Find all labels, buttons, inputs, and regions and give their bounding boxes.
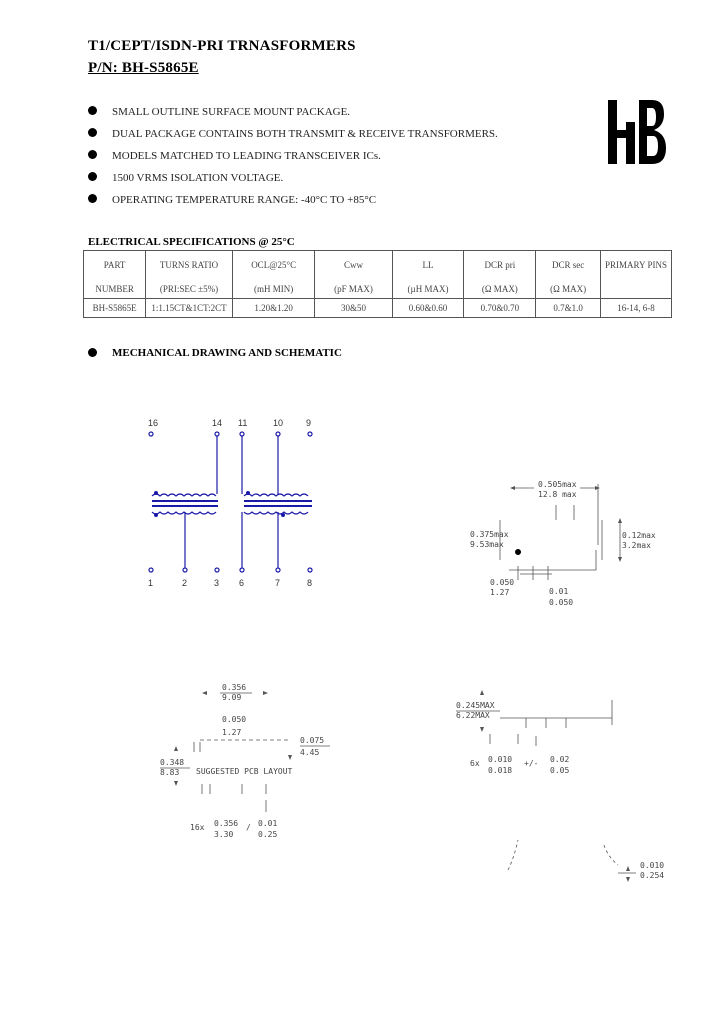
spec-header-cell: (Ω MAX) [536, 280, 601, 299]
dim-label: 0.010 [640, 861, 665, 870]
feature-item: DUAL PACKAGE CONTAINS BOTH TRANSMIT & RECEIVE TRANSFORMERS. [112, 128, 498, 140]
spec-cell: 0.7&1.0 [536, 299, 601, 318]
dim-label: 0.01 [258, 819, 278, 828]
svg-text:/: / [246, 823, 251, 832]
dim-label: 0.01 [549, 587, 569, 596]
page-title: T1/CEPT/ISDN-PRI TRNASFORMERS [88, 38, 356, 54]
spec-header-cell: PART [84, 251, 146, 281]
dim-label: 0.348 [160, 758, 185, 767]
spec-header-cell: OCL@25°C [232, 251, 315, 281]
dim-label: 6x [470, 759, 480, 768]
dim-label: 0.050 [549, 598, 574, 607]
spec-header-cell: (µH MAX) [392, 280, 464, 299]
dim-label: 3.30 [214, 830, 234, 839]
spec-cell: 16-14, 6-8 [601, 299, 672, 318]
pin-label: 16 [148, 418, 159, 428]
spec-header-cell: TURNS RATIO [146, 251, 233, 281]
dim-label: 9.53max [470, 540, 504, 549]
pin-label: 7 [275, 578, 281, 588]
pin-label: 10 [273, 418, 284, 428]
part-number: P/N: BH-S5865E [88, 60, 199, 76]
pin-label: 9 [306, 418, 312, 428]
spec-header-cell: (Ω MAX) [464, 280, 536, 299]
dim-label: 16x [190, 823, 205, 832]
spec-cell: 0.70&0.70 [464, 299, 536, 318]
spec-header-cell: (mH MIN) [232, 280, 315, 299]
pin-label: 8 [307, 578, 313, 588]
dim-label: 0.075 [300, 736, 325, 745]
specs-title: ELECTRICAL SPECIFICATIONS @ 25°C [88, 236, 295, 248]
feature-item: OPERATING TEMPERATURE RANGE: -40°C TO +85°C [112, 194, 377, 206]
dim-label: 1.27 [222, 728, 242, 737]
spec-header-cell: Cww [315, 251, 392, 281]
spec-header-cell: (pF MAX) [315, 280, 392, 299]
mechanical-title: MECHANICAL DRAWING AND SCHEMATIC [112, 347, 342, 359]
dim-label: 0.010 [488, 755, 513, 764]
dim-label: 0.05 [550, 766, 570, 775]
dim-label: 0.02 [550, 755, 570, 764]
spec-cell: 1.20&1.20 [232, 299, 315, 318]
spec-header-cell: PRIMARY PINS [601, 251, 672, 281]
dim-label: 9.09 [222, 693, 242, 702]
spec-cell: 0.60&0.60 [392, 299, 464, 318]
spec-header-cell: DCR sec [536, 251, 601, 281]
dim-label: 0.356 [214, 819, 239, 828]
dim-label: 0.018 [488, 766, 513, 775]
spec-header-cell: DCR pri [464, 251, 536, 281]
pin-label: 14 [212, 418, 223, 428]
package-drawing [470, 480, 656, 607]
spec-cell: BH-S5865E [84, 299, 146, 318]
pcb-layout [160, 683, 330, 839]
dim-label: 0.254 [640, 871, 665, 880]
dim-label: 0.25 [258, 830, 278, 839]
dim-label: 3.2max [622, 541, 651, 550]
pin-label: 3 [214, 578, 220, 588]
dim-label: 0.356 [222, 683, 247, 692]
dim-label: 0.505max [538, 480, 577, 489]
spec-cell: 30&50 [315, 299, 392, 318]
layout-label: SUGGESTED PCB LAYOUT [196, 767, 293, 776]
dim-label: 12.8 max [538, 490, 577, 499]
feature-item: SMALL OUTLINE SURFACE MOUNT PACKAGE. [112, 106, 351, 118]
dim-label: 8.83 [160, 768, 180, 777]
dim-label: 1.27 [490, 588, 510, 597]
spec-header-cell: NUMBER [84, 280, 146, 299]
dim-label: 0.050 [490, 578, 515, 587]
dim-label: 4.45 [300, 748, 320, 757]
spec-cell: 1:1.15CT&1CT:2CT [146, 299, 233, 318]
dim-label: 6.22MAX [456, 711, 490, 720]
dim-label: +/- [524, 759, 539, 768]
feature-item: 1500 VRMS ISOLATION VOLTAGE. [112, 172, 284, 184]
pin-label: 1 [148, 578, 154, 588]
dim-label: 0.375max [470, 530, 509, 539]
schematic [148, 418, 312, 588]
spec-header-cell: (PRI:SEC ±5%) [146, 280, 233, 299]
pin-label: 11 [238, 418, 248, 428]
side-view [456, 690, 664, 882]
dim-label: 0.12max [622, 531, 656, 540]
spec-header-cell: LL [392, 251, 464, 281]
dim-label: 0.245MAX [456, 701, 495, 710]
pin-label: 6 [239, 578, 245, 588]
dim-label: 0.050 [222, 715, 247, 724]
feature-item: MODELS MATCHED TO LEADING TRANSCEIVER ICs. [112, 150, 381, 162]
pin-label: 2 [182, 578, 188, 588]
